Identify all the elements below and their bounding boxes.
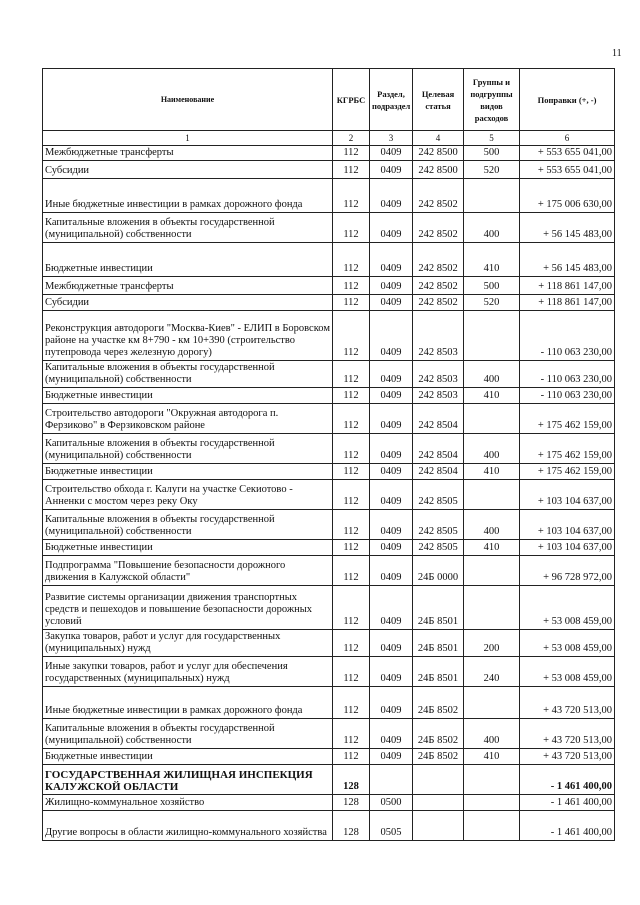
row-popravka: - 110 063 230,00: [520, 361, 615, 388]
header-razdel: Раздел, подраздел: [370, 69, 413, 131]
row-razdel: [370, 765, 413, 795]
row-gruppa: 240: [464, 657, 520, 687]
col-number: 6: [520, 131, 615, 146]
table-row: [43, 213, 615, 243]
row-popravka: - 1 461 400,00: [520, 811, 615, 841]
row-kgrbs: 112: [333, 480, 370, 510]
row-tselevaya-statya: 24Б 8501: [413, 586, 464, 630]
row-popravka: + 56 145 483,00: [520, 243, 615, 277]
row-tselevaya-statya: 242 8500: [413, 146, 464, 161]
row-popravka: + 56 145 483,00: [520, 213, 615, 243]
table-row: [43, 687, 615, 719]
row-razdel: 0409: [370, 719, 413, 749]
row-razdel: 0409: [370, 388, 413, 404]
row-popravka: + 43 720 513,00: [520, 749, 615, 765]
row-kgrbs: 112: [333, 146, 370, 161]
table-row: [43, 295, 615, 311]
row-tselevaya-statya: 242 8503: [413, 388, 464, 404]
table-row: [43, 795, 615, 811]
col-number: 3: [370, 131, 413, 146]
row-name: Иные бюджетные инвестиции в рамках дорожного фонда: [43, 179, 333, 213]
header-tselevaya-statya: Целевая статья: [413, 69, 464, 131]
row-tselevaya-statya: 24Б 8501: [413, 657, 464, 687]
row-razdel: 0409: [370, 464, 413, 480]
row-tselevaya-statya: 242 8505: [413, 480, 464, 510]
row-name: Субсидии: [43, 161, 333, 179]
row-gruppa: [464, 586, 520, 630]
row-popravka: + 43 720 513,00: [520, 719, 615, 749]
row-razdel: 0409: [370, 404, 413, 434]
row-popravka: + 103 104 637,00: [520, 510, 615, 540]
table-row: [43, 719, 615, 749]
row-tselevaya-statya: 242 8504: [413, 404, 464, 434]
row-tselevaya-statya: 242 8504: [413, 464, 464, 480]
row-razdel: 0409: [370, 749, 413, 765]
table-row: [43, 161, 615, 179]
row-razdel: 0505: [370, 811, 413, 841]
row-gruppa: 400: [464, 510, 520, 540]
row-razdel: 0409: [370, 540, 413, 556]
row-kgrbs: 112: [333, 179, 370, 213]
row-gruppa: [464, 795, 520, 811]
row-gruppa: 410: [464, 540, 520, 556]
row-kgrbs: 112: [333, 388, 370, 404]
table-row: [43, 556, 615, 586]
row-gruppa: 410: [464, 749, 520, 765]
row-razdel: 0500: [370, 795, 413, 811]
row-kgrbs: 112: [333, 213, 370, 243]
row-razdel: 0409: [370, 179, 413, 213]
row-gruppa: 500: [464, 277, 520, 295]
table-row: [43, 540, 615, 556]
row-razdel: 0409: [370, 556, 413, 586]
row-gruppa: 520: [464, 295, 520, 311]
row-kgrbs: 112: [333, 277, 370, 295]
row-kgrbs: 128: [333, 765, 370, 795]
row-name: Капитальные вложения в объекты государственной (муниципальной) собственности: [43, 361, 333, 388]
row-kgrbs: 112: [333, 510, 370, 540]
row-kgrbs: 112: [333, 361, 370, 388]
row-popravka: - 1 461 400,00: [520, 795, 615, 811]
row-tselevaya-statya: [413, 811, 464, 841]
header-gruppy-vidov: Группы и подгруппы видов расходов: [464, 69, 520, 131]
row-popravka: + 175 462 159,00: [520, 404, 615, 434]
table-row: [43, 765, 615, 795]
row-tselevaya-statya: 242 8502: [413, 179, 464, 213]
table-row: [43, 404, 615, 434]
row-razdel: 0409: [370, 311, 413, 361]
row-name: Подпрограмма "Повышение безопасности дорожного движения в Калужской области": [43, 556, 333, 586]
row-gruppa: [464, 311, 520, 361]
row-gruppa: 410: [464, 388, 520, 404]
table-row: [43, 243, 615, 277]
row-name: Бюджетные инвестиции: [43, 464, 333, 480]
row-kgrbs: 112: [333, 719, 370, 749]
row-razdel: 0409: [370, 277, 413, 295]
row-popravka: - 110 063 230,00: [520, 311, 615, 361]
row-tselevaya-statya: 24Б 8501: [413, 630, 464, 657]
row-popravka: + 553 655 041,00: [520, 146, 615, 161]
row-popravka: + 43 720 513,00: [520, 687, 615, 719]
row-gruppa: 400: [464, 719, 520, 749]
row-name: Строительство автодороги "Окружная автодорога п. Ферзиково" в Ферзиковском районе: [43, 404, 333, 434]
row-popravka: + 175 462 159,00: [520, 464, 615, 480]
row-tselevaya-statya: 242 8502: [413, 213, 464, 243]
table-row: [43, 811, 615, 841]
row-kgrbs: 128: [333, 795, 370, 811]
row-gruppa: 500: [464, 146, 520, 161]
header-kgrbs: КГРБС: [333, 69, 370, 131]
row-gruppa: [464, 687, 520, 719]
col-number: 1: [43, 131, 333, 146]
row-tselevaya-statya: 242 8504: [413, 434, 464, 464]
row-kgrbs: 112: [333, 586, 370, 630]
row-razdel: 0409: [370, 657, 413, 687]
row-popravka: + 103 104 637,00: [520, 540, 615, 556]
page-number: 11: [612, 48, 622, 59]
budget-amendments-table: [42, 68, 615, 841]
table-row: [43, 630, 615, 657]
row-name: Бюджетные инвестиции: [43, 388, 333, 404]
row-kgrbs: 112: [333, 464, 370, 480]
table-row: [43, 361, 615, 388]
row-tselevaya-statya: 242 8505: [413, 510, 464, 540]
row-name: Другие вопросы в области жилищно-коммунального хозяйства: [43, 811, 333, 841]
row-popravka: + 53 008 459,00: [520, 586, 615, 630]
row-name: Иные бюджетные инвестиции в рамках дорожного фонда: [43, 687, 333, 719]
row-razdel: 0409: [370, 687, 413, 719]
row-name: Капитальные вложения в объекты государственной (муниципальной) собственности: [43, 510, 333, 540]
row-kgrbs: 112: [333, 434, 370, 464]
row-popravka: - 110 063 230,00: [520, 388, 615, 404]
row-razdel: 0409: [370, 434, 413, 464]
row-kgrbs: 112: [333, 404, 370, 434]
row-tselevaya-statya: 242 8503: [413, 311, 464, 361]
row-gruppa: 400: [464, 213, 520, 243]
table-row: [43, 388, 615, 404]
row-tselevaya-statya: 242 8502: [413, 277, 464, 295]
row-razdel: 0409: [370, 161, 413, 179]
row-gruppa: 520: [464, 161, 520, 179]
row-name: Межбюджетные трансферты: [43, 277, 333, 295]
row-kgrbs: 112: [333, 657, 370, 687]
table-row: [43, 146, 615, 161]
row-name: Закупка товаров, работ и услуг для государственных (муниципальных) нужд: [43, 630, 333, 657]
table-row: [43, 657, 615, 687]
row-gruppa: 400: [464, 361, 520, 388]
row-razdel: 0409: [370, 146, 413, 161]
row-razdel: 0409: [370, 361, 413, 388]
row-tselevaya-statya: 24Б 8502: [413, 687, 464, 719]
row-gruppa: 410: [464, 464, 520, 480]
row-popravka: + 553 655 041,00: [520, 161, 615, 179]
row-popravka: + 53 008 459,00: [520, 630, 615, 657]
row-gruppa: [464, 404, 520, 434]
row-kgrbs: 112: [333, 630, 370, 657]
table-row: [43, 434, 615, 464]
table-row: [43, 311, 615, 361]
row-kgrbs: 112: [333, 687, 370, 719]
row-tselevaya-statya: 242 8502: [413, 295, 464, 311]
table-row: [43, 480, 615, 510]
row-name: Строительство обхода г. Калуги на участке Секиотово - Анненки с мостом через реку Оку: [43, 480, 333, 510]
row-razdel: 0409: [370, 243, 413, 277]
row-gruppa: 400: [464, 434, 520, 464]
row-tselevaya-statya: 242 8503: [413, 361, 464, 388]
table-row: [43, 464, 615, 480]
row-razdel: 0409: [370, 586, 413, 630]
row-name: Капитальные вложения в объекты государственной (муниципальной) собственности: [43, 719, 333, 749]
col-number: 4: [413, 131, 464, 146]
row-kgrbs: 112: [333, 311, 370, 361]
row-tselevaya-statya: 24Б 8502: [413, 719, 464, 749]
row-razdel: 0409: [370, 295, 413, 311]
row-kgrbs: 112: [333, 749, 370, 765]
row-tselevaya-statya: [413, 795, 464, 811]
row-popravka: + 96 728 972,00: [520, 556, 615, 586]
row-gruppa: [464, 480, 520, 510]
row-popravka: + 175 462 159,00: [520, 434, 615, 464]
col-number: 2: [333, 131, 370, 146]
row-popravka: + 53 008 459,00: [520, 657, 615, 687]
row-name: ГОСУДАРСТВЕННАЯ ЖИЛИЩНАЯ ИНСПЕКЦИЯ КАЛУЖСКОЙ ОБЛАСТИ: [43, 765, 333, 795]
row-gruppa: 410: [464, 243, 520, 277]
row-tselevaya-statya: [413, 765, 464, 795]
row-name: Жилищно-коммунальное хозяйство: [43, 795, 333, 811]
row-tselevaya-statya: 24Б 8502: [413, 749, 464, 765]
row-name: Бюджетные инвестиции: [43, 749, 333, 765]
row-gruppa: [464, 811, 520, 841]
row-tselevaya-statya: 24Б 0000: [413, 556, 464, 586]
row-name: Бюджетные инвестиции: [43, 243, 333, 277]
row-name: Реконструкция автодороги "Москва-Киев" - ЕЛИП в Боровском районе на участке км 8+790 - км 10+390 (строительство путепровода через железную дорогу): [43, 311, 333, 361]
row-tselevaya-statya: 242 8505: [413, 540, 464, 556]
row-kgrbs: 112: [333, 243, 370, 277]
col-number: 5: [464, 131, 520, 146]
header-popravki: Поправки (+, -): [520, 69, 615, 131]
row-name: Капитальные вложения в объекты государственной (муниципальной) собственности: [43, 213, 333, 243]
row-razdel: 0409: [370, 630, 413, 657]
row-kgrbs: 112: [333, 556, 370, 586]
row-kgrbs: 112: [333, 540, 370, 556]
row-name: Межбюджетные трансферты: [43, 146, 333, 161]
row-tselevaya-statya: 242 8500: [413, 161, 464, 179]
row-popravka: + 175 006 630,00: [520, 179, 615, 213]
row-gruppa: [464, 765, 520, 795]
row-name: Капитальные вложения в объекты государственной (муниципальной) собственности: [43, 434, 333, 464]
table-row: [43, 510, 615, 540]
row-kgrbs: 112: [333, 161, 370, 179]
row-tselevaya-statya: 242 8502: [413, 243, 464, 277]
row-name: Иные закупки товаров, работ и услуг для обеспечения государственных (муниципальных) нужд: [43, 657, 333, 687]
table-row: [43, 749, 615, 765]
row-razdel: 0409: [370, 213, 413, 243]
row-popravka: + 118 861 147,00: [520, 295, 615, 311]
row-kgrbs: 112: [333, 295, 370, 311]
row-name: Бюджетные инвестиции: [43, 540, 333, 556]
table-row: [43, 277, 615, 295]
table-row: [43, 586, 615, 630]
column-number-row: [43, 131, 615, 146]
row-kgrbs: 128: [333, 811, 370, 841]
row-popravka: + 118 861 147,00: [520, 277, 615, 295]
row-razdel: 0409: [370, 480, 413, 510]
row-popravka: + 103 104 637,00: [520, 480, 615, 510]
table-row: [43, 179, 615, 213]
header-name: Наименование: [43, 69, 333, 131]
row-popravka: - 1 461 400,00: [520, 765, 615, 795]
row-gruppa: [464, 179, 520, 213]
row-name: Развитие системы организации движения транспортных средств и пешеходов и повышение безопасности дорожных условий: [43, 586, 333, 630]
row-name: Субсидии: [43, 295, 333, 311]
row-gruppa: [464, 556, 520, 586]
row-razdel: 0409: [370, 510, 413, 540]
row-gruppa: 200: [464, 630, 520, 657]
